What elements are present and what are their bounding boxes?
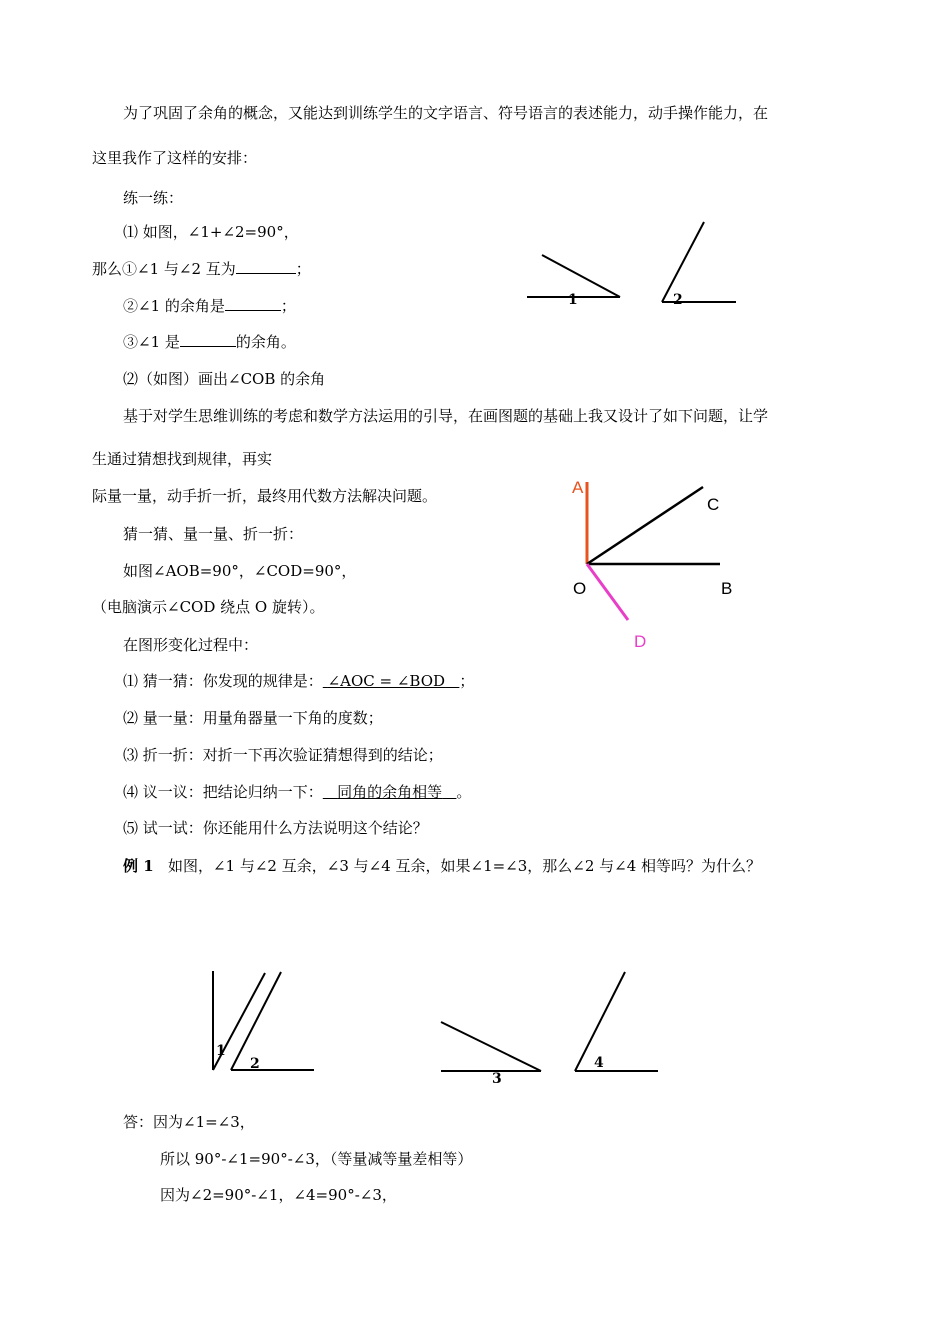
fig3-label-1: 1 [216, 1043, 226, 1059]
fig1-angle2-ray [662, 222, 704, 302]
example-label: 例 1 [123, 857, 154, 875]
para2-line1: 基于对学生思维训练的考虑和数学方法运用的引导，在画图题的基础上我又设计了如下问题，让学 [123, 407, 769, 425]
figure-angles-1-2 [527, 222, 736, 302]
q1c-prefix: ③∠1 是 [123, 333, 180, 351]
guess-given: 如图∠AOB=90°，∠COD=90°， [123, 562, 357, 580]
q1c-suffix: 的余角。 [235, 333, 296, 351]
guess-step2: ⑵ 量一量：用量角器量一下角的度数； [123, 709, 383, 727]
practice-q2: ⑵（如图）画出∠COB 的余角 [123, 370, 326, 388]
para1-line2: 这里我作了这样的安排： [92, 149, 258, 167]
fig3-label-2: 2 [250, 1056, 260, 1072]
answer-line1: 答：因为∠1=∠3， [123, 1113, 255, 1131]
fig2-ray-OD [587, 564, 628, 620]
guess-step3: ⑶ 折一折：对折一下再次验证猜想得到的结论； [123, 746, 443, 764]
step4-suffix: 。 [456, 783, 472, 801]
guess-heading: 猜一猜、量一量、折一折： [123, 525, 304, 543]
fig3-label-4: 4 [594, 1055, 604, 1071]
example-text: 如图，∠1 与∠2 互余，∠3 与∠4 互余，如果∠1=∠3，那么∠2 与∠4 相等吗？为什么？ [167, 857, 762, 875]
figure-aob-cod [587, 482, 720, 620]
guess-step5: ⑸ 试一试：你还能用什么方法说明这个结论？ [123, 819, 428, 837]
step1-prefix: ⑴ 猜一猜：你发现的规律是： [123, 672, 323, 690]
fig2-ray-OC [587, 487, 703, 564]
step1-answer-text: ∠AOC = ∠BOD [327, 672, 446, 690]
para2-line2: 生通过猜想找到规律，再实 [92, 450, 273, 468]
step4-prefix: ⑷ 议一议：把结论归纳一下： [123, 783, 323, 801]
q1a-prefix: 那么①∠1 与∠2 互为 [92, 260, 236, 278]
q1b-prefix: ②∠1 的余角是 [123, 297, 225, 315]
fig3-angle3-ray [441, 1022, 541, 1071]
para1-line1: 为了巩固了余角的概念，又能达到训练学生的文字语言、符号语言的表述能力，动手操作能力，在 [123, 104, 769, 122]
step4-answer-text: 同角的余角相等 [337, 783, 443, 801]
para2-line3: 际量一量，动手折一折，最终用代数方法解决问题。 [92, 487, 438, 505]
answer-line2: 所以 90°-∠1=90°-∠3，（等量减等量差相等） [160, 1150, 473, 1168]
fig2-label-C: C [707, 495, 720, 514]
fig1-angle1-ray [542, 255, 620, 297]
practice-q1: ⑴ 如图，∠1+∠2=90°， [123, 223, 299, 241]
guess-process: 在图形变化过程中： [123, 636, 259, 654]
fig2-label-O: O [573, 579, 587, 598]
step1-suffix: ； [459, 672, 475, 690]
q1a-suffix: ； [295, 260, 311, 278]
fig1-label-2: 2 [673, 292, 683, 308]
fig1-label-1: 1 [568, 292, 578, 308]
fig3-label-3: 3 [492, 1071, 502, 1087]
practice-heading: 练一练： [123, 189, 184, 207]
answer-line3: 因为∠2=90°-∠1，∠4=90°-∠3， [160, 1186, 397, 1204]
figure-example-angles [213, 971, 658, 1071]
fig2-label-D: D [634, 632, 647, 651]
fig2-label-A: A [572, 478, 584, 497]
guess-demo: （电脑演示∠COD 绕点 O 旋转）。 [92, 598, 325, 616]
fig2-label-B: B [721, 579, 733, 598]
q1b-suffix: ； [280, 297, 296, 315]
